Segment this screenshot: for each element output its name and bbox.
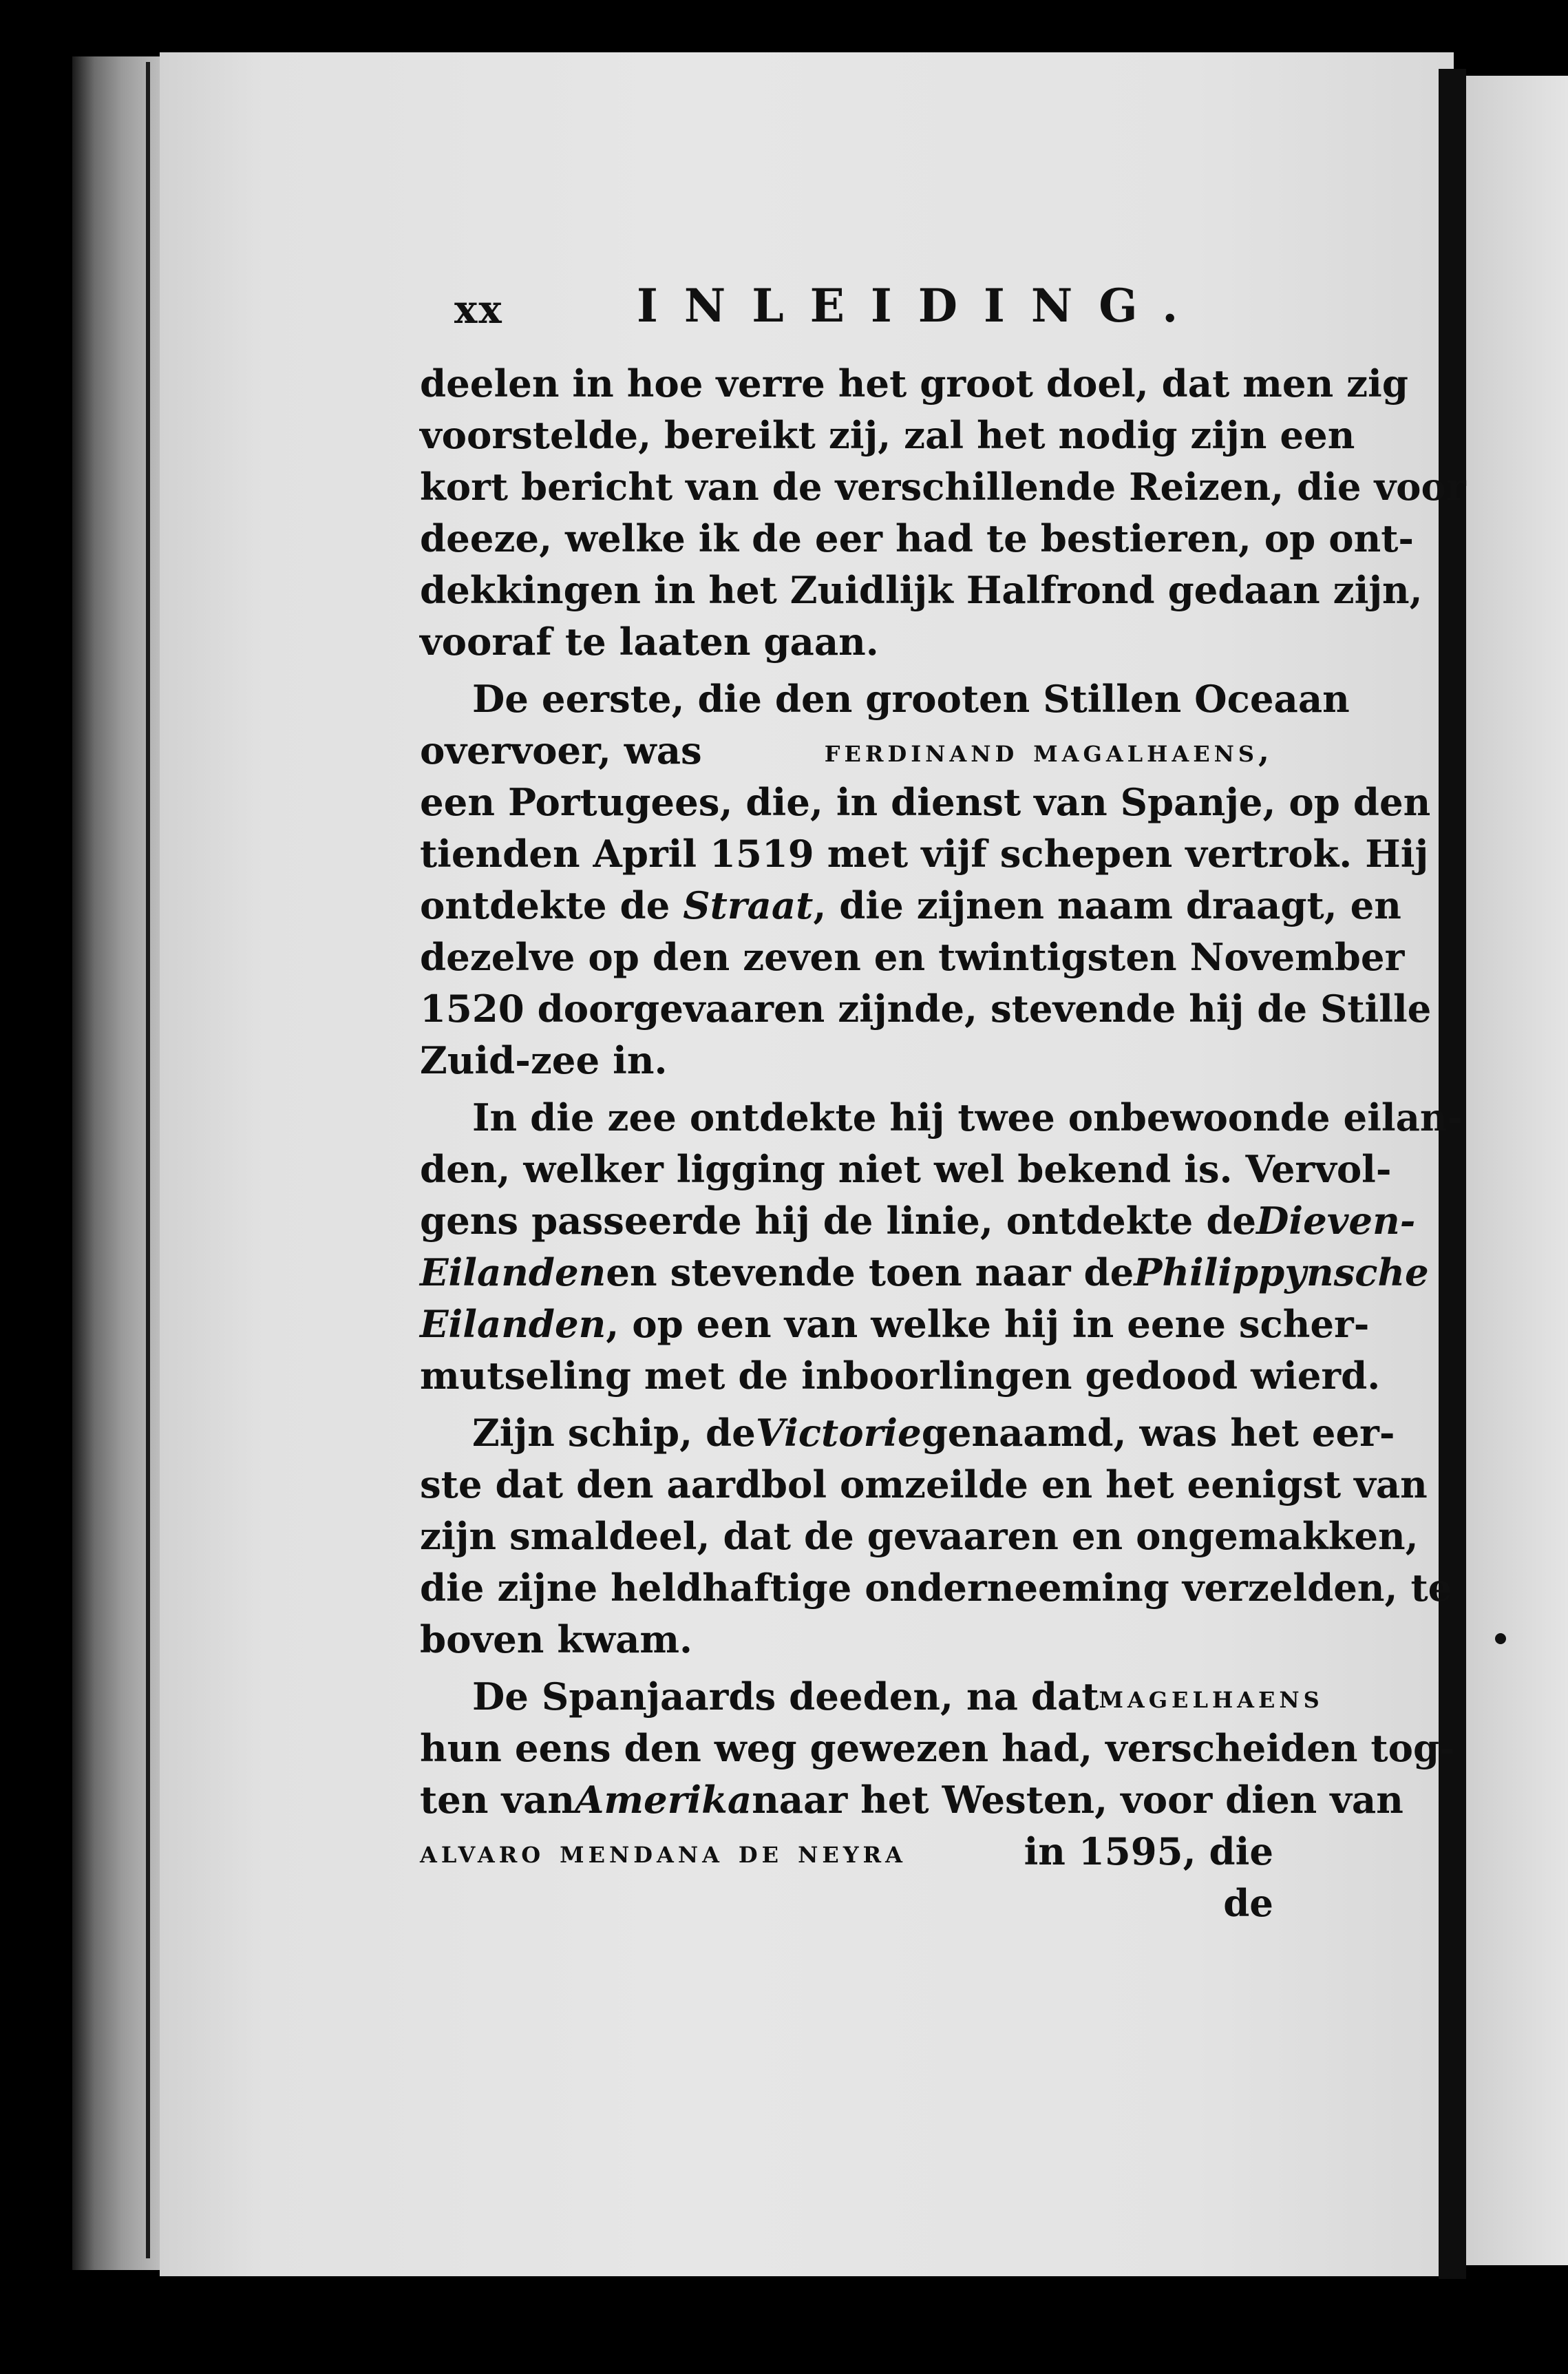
page-header	[454, 279, 1335, 341]
name-alvaro-mendana-de-neyra: alvaro mendana de neyra	[420, 1833, 907, 1870]
text-line: mutseling met de inboorlingen gedood wierd.	[420, 1354, 1381, 1398]
text-line: Eilanden en stevende toen naar de Philippynsche	[420, 1247, 1273, 1299]
adjacent-page	[1466, 76, 1568, 2265]
term-eilanden: Eilanden	[420, 1250, 606, 1294]
text-line: voorstelde, bereikt zij, zal het nodig zijn een	[420, 413, 1355, 457]
name-ferdinand-magalhaens: ferdinand magalhaens,	[824, 732, 1273, 769]
term-amerika: Amerika	[575, 1778, 752, 1822]
text-line: overvoer, was ferdinand magalhaens,	[420, 725, 1273, 777]
text-line: den, welker ligging niet wel bekend is. Vervol-	[420, 1147, 1392, 1191]
text-line: dekkingen in het Zuidlijk Halfrond gedaan zijn,	[420, 568, 1423, 612]
binding-edge-line	[146, 62, 150, 2258]
text-line: ste dat den aardbol omzeilde en het eenigst van	[420, 1462, 1428, 1506]
term-straat: Straat	[683, 883, 814, 927]
paragraph-start-line: Zijn schip, de Victorie genaamd, was het eer-	[420, 1407, 1273, 1459]
text-line: vooraf te laaten gaan.	[420, 620, 879, 664]
page-edge	[1439, 69, 1466, 2279]
term-philippynsche: Philippynsche	[1134, 1250, 1429, 1294]
paragraph-start-line: In die zee ontdekte hij twee onbewoonde eilan-	[472, 1095, 1463, 1139]
text-line: boven kwam.	[420, 1617, 693, 1661]
text-line: ten van Amerika naar het Westen, voor dien van	[420, 1774, 1273, 1826]
text-line: Eilanden, op een van welke hij in eene scher-	[420, 1302, 1370, 1346]
text-line: die zijne heldhaftige onderneeming verzelden, te	[420, 1566, 1452, 1610]
text-line: Zuid-zee in.	[420, 1038, 668, 1082]
text-line: hun eens den weg gewezen had, verscheiden tog-	[420, 1726, 1455, 1770]
paragraph-start-line: De eerste, die den grooten Stillen Oceaan	[472, 677, 1350, 721]
text-line: deeze, welke ik de eer had te bestieren, op ont-	[420, 516, 1414, 560]
text-line: tienden April 1519 met vijf schepen vertrok. Hij	[420, 832, 1429, 876]
text-line: kort bericht van de verschillende Reizen, die voor	[420, 465, 1466, 509]
text-line: een Portugees, die, in dienst van Spanje, op den	[420, 780, 1431, 824]
text-line: dezelve op den zeven en twintigsten November	[420, 935, 1405, 979]
catchword: de	[1223, 1881, 1273, 1925]
text-line: alvaro mendana de neyra in 1595, die	[420, 1826, 1273, 1878]
text-line: gens passeerde hij de linie, ontdekte de Dieven-	[420, 1195, 1273, 1247]
running-title: INLEIDING.	[637, 279, 1205, 333]
text-line: ontdekte de Straat, die zijnen naam draagt, en	[420, 883, 1401, 927]
body-text	[420, 358, 1466, 1929]
term-eilanden: Eilanden	[420, 1302, 606, 1346]
term-dieven: Dieven-	[1256, 1199, 1416, 1243]
name-magelhaens: magelhaens	[1099, 1678, 1324, 1715]
paragraph-start-line: De Spanjaards deeden, na dat magelhaens	[420, 1671, 1273, 1723]
ink-speck	[1495, 1633, 1506, 1644]
page-number: xx	[454, 287, 503, 333]
text-line: deelen in hoe verre het groot doel, dat men zig	[420, 361, 1408, 406]
text-line: 1520 doorgevaaren zijnde, stevende hij de Stille	[420, 987, 1432, 1031]
term-victorie: Victorie	[755, 1411, 922, 1455]
text-line: zijn smaldeel, dat de gevaaren en ongemakken,	[420, 1514, 1419, 1558]
